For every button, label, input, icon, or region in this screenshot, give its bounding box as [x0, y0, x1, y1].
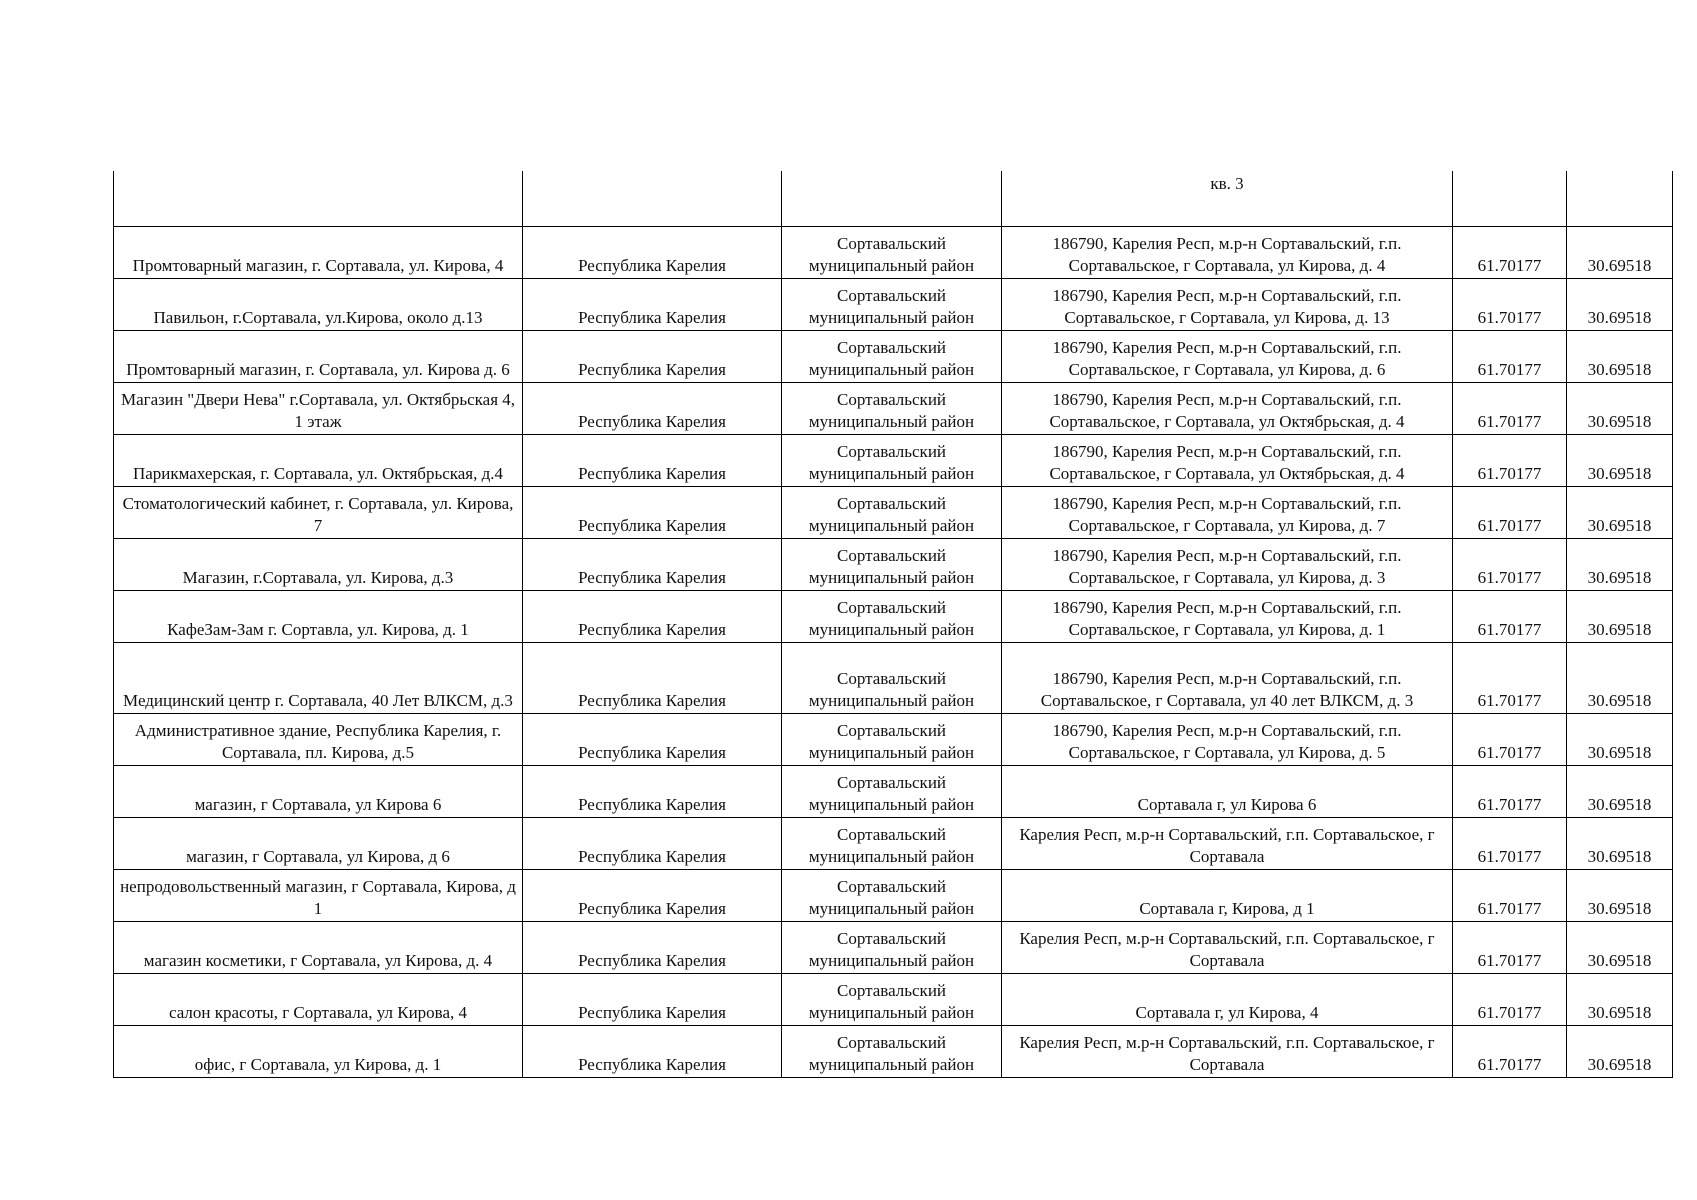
longitude-cell: 30.69518: [1567, 278, 1673, 330]
district-cell: Сортавальский муниципальный район: [782, 226, 1002, 278]
region-cell: Республика Карелия: [523, 642, 782, 713]
address-cell: Карелия Респ, м.р-н Сортавальский, г.п. Сортавальское, г Сортавала: [1002, 921, 1453, 973]
object-name-cell: магазин косметики, г Сортавала, ул Кирова, д. 4: [114, 921, 523, 973]
longitude-cell: 30.69518: [1567, 538, 1673, 590]
region-cell: Республика Карелия: [523, 590, 782, 642]
longitude-cell: 30.69518: [1567, 382, 1673, 434]
address-table: [113, 171, 1673, 1078]
longitude-cell: 30.69518: [1567, 486, 1673, 538]
table-row: [114, 330, 1673, 382]
latitude-cell: 61.70177: [1453, 538, 1567, 590]
region-cell: Республика Карелия: [523, 486, 782, 538]
longitude-cell: 30.69518: [1567, 765, 1673, 817]
address-cell: 186790, Карелия Респ, м.р-н Сортавальский, г.п. Сортавальское, г Сортавала, ул Кирова, д. 5: [1002, 713, 1453, 765]
address-cell: Карелия Респ, м.р-н Сортавальский, г.п. Сортавальское, г Сортавала: [1002, 817, 1453, 869]
object-name-cell: Магазин, г.Сортавала, ул. Кирова, д.3: [114, 538, 523, 590]
address-cell: 186790, Карелия Респ, м.р-н Сортавальский, г.п. Сортавальское, г Сортавала, ул Кирова, д. 6: [1002, 330, 1453, 382]
longitude-cell: 30.69518: [1567, 817, 1673, 869]
longitude-cell: 30.69518: [1567, 226, 1673, 278]
district-cell: Сортавальский муниципальный район: [782, 538, 1002, 590]
district-cell: Сортавальский муниципальный район: [782, 330, 1002, 382]
longitude-cell: 30.69518: [1567, 590, 1673, 642]
region-cell: Республика Карелия: [523, 226, 782, 278]
region-cell: Республика Карелия: [523, 973, 782, 1025]
region-cell: [523, 171, 782, 226]
latitude-cell: 61.70177: [1453, 330, 1567, 382]
latitude-cell: 61.70177: [1453, 869, 1567, 921]
district-cell: Сортавальский муниципальный район: [782, 713, 1002, 765]
longitude-cell: 30.69518: [1567, 642, 1673, 713]
table-row: [114, 226, 1673, 278]
region-cell: Республика Карелия: [523, 538, 782, 590]
table-row: [114, 765, 1673, 817]
latitude-cell: 61.70177: [1453, 486, 1567, 538]
address-cell: Сортавала г, ул Кирова, 4: [1002, 973, 1453, 1025]
longitude-cell: 30.69518: [1567, 713, 1673, 765]
table-row: [114, 921, 1673, 973]
district-cell: Сортавальский муниципальный район: [782, 642, 1002, 713]
object-name-cell: [114, 171, 523, 226]
address-cell: 186790, Карелия Респ, м.р-н Сортавальский, г.п. Сортавальское, г Сортавала, ул Кирова, д. 3: [1002, 538, 1453, 590]
region-cell: Республика Карелия: [523, 434, 782, 486]
district-cell: Сортавальский муниципальный район: [782, 382, 1002, 434]
table-row: [114, 382, 1673, 434]
region-cell: Республика Карелия: [523, 382, 782, 434]
latitude-cell: 61.70177: [1453, 226, 1567, 278]
region-cell: Республика Карелия: [523, 921, 782, 973]
object-name-cell: Административное здание, Республика Карелия, г. Сортавала, пл. Кирова, д.5: [114, 713, 523, 765]
region-cell: Республика Карелия: [523, 765, 782, 817]
address-cell: 186790, Карелия Респ, м.р-н Сортавальский, г.п. Сортавальское, г Сортавала, ул Кирова, д. 7: [1002, 486, 1453, 538]
address-cell: 186790, Карелия Респ, м.р-н Сортавальский, г.п. Сортавальское, г Сортавала, ул 40 лет ВЛКСМ, д. 3: [1002, 642, 1453, 713]
object-name-cell: офис, г Сортавала, ул Кирова, д. 1: [114, 1025, 523, 1077]
longitude-cell: 30.69518: [1567, 973, 1673, 1025]
district-cell: Сортавальский муниципальный район: [782, 973, 1002, 1025]
table-row: [114, 1025, 1673, 1077]
table-row: [114, 486, 1673, 538]
district-cell: [782, 171, 1002, 226]
region-cell: Республика Карелия: [523, 278, 782, 330]
object-name-cell: непродовольственный магазин, г Сортавала, Кирова, д 1: [114, 869, 523, 921]
district-cell: Сортавальский муниципальный район: [782, 590, 1002, 642]
longitude-cell: 30.69518: [1567, 1025, 1673, 1077]
table-row: [114, 713, 1673, 765]
latitude-cell: 61.70177: [1453, 765, 1567, 817]
table-body: [114, 171, 1673, 1077]
region-cell: Республика Карелия: [523, 817, 782, 869]
object-name-cell: Магазин "Двери Нева" г.Сортавала, ул. Октябрьская 4, 1 этаж: [114, 382, 523, 434]
longitude-cell: 30.69518: [1567, 434, 1673, 486]
address-cell: Сортавала г, ул Кирова 6: [1002, 765, 1453, 817]
longitude-cell: 30.69518: [1567, 330, 1673, 382]
longitude-cell: 30.69518: [1567, 869, 1673, 921]
district-cell: Сортавальский муниципальный район: [782, 1025, 1002, 1077]
object-name-cell: Промтоварный магазин, г. Сортавала, ул. Кирова, 4: [114, 226, 523, 278]
table-row: [114, 278, 1673, 330]
district-cell: Сортавальский муниципальный район: [782, 278, 1002, 330]
address-cell: 186790, Карелия Респ, м.р-н Сортавальский, г.п. Сортавальское, г Сортавала, ул Кирова, д. 1: [1002, 590, 1453, 642]
table-row: [114, 817, 1673, 869]
latitude-cell: [1453, 171, 1567, 226]
object-name-cell: КафеЗам-Зам г. Сортавла, ул. Кирова, д. 1: [114, 590, 523, 642]
object-name-cell: Промтоварный магазин, г. Сортавала, ул. Кирова д. 6: [114, 330, 523, 382]
latitude-cell: 61.70177: [1453, 382, 1567, 434]
object-name-cell: Павильон, г.Сортавала, ул.Кирова, около д.13: [114, 278, 523, 330]
district-cell: Сортавальский муниципальный район: [782, 921, 1002, 973]
address-cell: кв. 3: [1002, 171, 1453, 226]
latitude-cell: 61.70177: [1453, 817, 1567, 869]
address-cell: 186790, Карелия Респ, м.р-н Сортавальский, г.п. Сортавальское, г Сортавала, ул Октябрьская, д. 4: [1002, 434, 1453, 486]
latitude-cell: 61.70177: [1453, 278, 1567, 330]
district-cell: Сортавальский муниципальный район: [782, 765, 1002, 817]
table-row: [114, 869, 1673, 921]
latitude-cell: 61.70177: [1453, 973, 1567, 1025]
latitude-cell: 61.70177: [1453, 434, 1567, 486]
table-row: [114, 434, 1673, 486]
longitude-cell: [1567, 171, 1673, 226]
district-cell: Сортавальский муниципальный район: [782, 486, 1002, 538]
latitude-cell: 61.70177: [1453, 1025, 1567, 1077]
district-cell: Сортавальский муниципальный район: [782, 817, 1002, 869]
object-name-cell: Парикмахерская, г. Сортавала, ул. Октябрьская, д.4: [114, 434, 523, 486]
latitude-cell: 61.70177: [1453, 921, 1567, 973]
table-row: [114, 590, 1673, 642]
region-cell: Республика Карелия: [523, 713, 782, 765]
region-cell: Республика Карелия: [523, 869, 782, 921]
latitude-cell: 61.70177: [1453, 590, 1567, 642]
object-name-cell: магазин, г Сортавала, ул Кирова, д 6: [114, 817, 523, 869]
address-cell: 186790, Карелия Респ, м.р-н Сортавальский, г.п. Сортавальское, г Сортавала, ул Октябрьская, д. 4: [1002, 382, 1453, 434]
address-cell: 186790, Карелия Респ, м.р-н Сортавальский, г.п. Сортавальское, г Сортавала, ул Кирова, д. 13: [1002, 278, 1453, 330]
address-cell: 186790, Карелия Респ, м.р-н Сортавальский, г.п. Сортавальское, г Сортавала, ул Кирова, д. 4: [1002, 226, 1453, 278]
region-cell: Республика Карелия: [523, 330, 782, 382]
object-name-cell: Медицинский центр г. Сортавала, 40 Лет ВЛКСМ, д.3: [114, 642, 523, 713]
table-row: [114, 973, 1673, 1025]
object-name-cell: салон красоты, г Сортавала, ул Кирова, 4: [114, 973, 523, 1025]
region-cell: Республика Карелия: [523, 1025, 782, 1077]
table-row: [114, 538, 1673, 590]
table-row-continued: [114, 171, 1673, 226]
object-name-cell: Стоматологический кабинет, г. Сортавала, ул. Кирова, 7: [114, 486, 523, 538]
address-cell: Карелия Респ, м.р-н Сортавальский, г.п. Сортавальское, г Сортавала: [1002, 1025, 1453, 1077]
district-cell: Сортавальский муниципальный район: [782, 869, 1002, 921]
longitude-cell: 30.69518: [1567, 921, 1673, 973]
latitude-cell: 61.70177: [1453, 642, 1567, 713]
latitude-cell: 61.70177: [1453, 713, 1567, 765]
object-name-cell: магазин, г Сортавала, ул Кирова 6: [114, 765, 523, 817]
table-row: [114, 642, 1673, 713]
district-cell: Сортавальский муниципальный район: [782, 434, 1002, 486]
address-cell: Сортавала г, Кирова, д 1: [1002, 869, 1453, 921]
